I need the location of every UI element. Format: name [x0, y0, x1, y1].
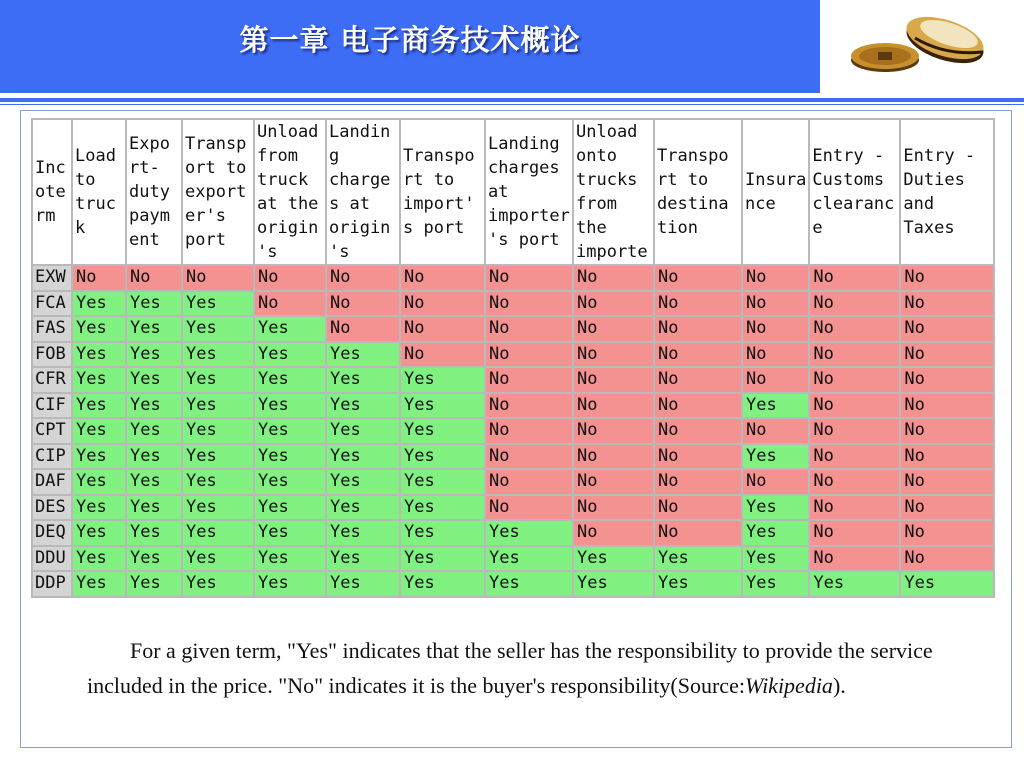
responsibility-cell: Yes: [183, 419, 253, 443]
responsibility-cell: No: [255, 266, 325, 290]
responsibility-cell: No: [901, 445, 993, 469]
responsibility-cell: No: [655, 317, 741, 341]
table-row: [33, 317, 993, 341]
responsibility-cell: No: [810, 496, 899, 520]
responsibility-cell: Yes: [327, 521, 399, 545]
responsibility-cell: Yes: [327, 496, 399, 520]
responsibility-cell: Yes: [327, 445, 399, 469]
responsibility-cell: No: [901, 521, 993, 545]
incoterm-cell: DEQ: [33, 521, 71, 545]
responsibility-cell: No: [810, 266, 899, 290]
responsibility-cell: No: [655, 292, 741, 316]
table-row: [33, 266, 993, 290]
responsibility-cell: No: [810, 368, 899, 392]
incoterm-cell: CPT: [33, 419, 71, 443]
column-header: Transp ort to export er's port: [183, 120, 253, 264]
footnote-end: ).: [832, 673, 846, 698]
column-header: Transpo rt to import' s port: [401, 120, 484, 264]
responsibility-cell: No: [901, 343, 993, 367]
responsibility-cell: Yes: [486, 521, 572, 545]
responsibility-cell: Yes: [127, 470, 181, 494]
table-row: [33, 496, 993, 520]
responsibility-cell: No: [574, 496, 653, 520]
responsibility-cell: No: [810, 317, 899, 341]
incoterm-cell: FAS: [33, 317, 71, 341]
responsibility-cell: Yes: [255, 419, 325, 443]
responsibility-cell: Yes: [810, 572, 899, 596]
responsibility-cell: No: [743, 317, 808, 341]
responsibility-cell: No: [810, 394, 899, 418]
responsibility-cell: No: [901, 368, 993, 392]
responsibility-cell: No: [901, 317, 993, 341]
responsibility-cell: Yes: [183, 470, 253, 494]
responsibility-cell: No: [655, 394, 741, 418]
responsibility-cell: No: [574, 343, 653, 367]
responsibility-cell: No: [401, 317, 484, 341]
responsibility-cell: No: [901, 419, 993, 443]
responsibility-cell: Yes: [255, 368, 325, 392]
responsibility-cell: No: [486, 317, 572, 341]
responsibility-cell: Yes: [73, 343, 125, 367]
responsibility-cell: Yes: [901, 572, 993, 596]
column-header: Unload onto trucks from the importe: [574, 120, 653, 264]
responsibility-cell: Yes: [255, 547, 325, 571]
responsibility-cell: Yes: [127, 394, 181, 418]
responsibility-cell: No: [901, 394, 993, 418]
incoterm-cell: FCA: [33, 292, 71, 316]
responsibility-cell: Yes: [255, 496, 325, 520]
table-row: [33, 470, 993, 494]
responsibility-cell: No: [574, 292, 653, 316]
responsibility-cell: No: [327, 317, 399, 341]
responsibility-cell: No: [401, 343, 484, 367]
responsibility-cell: Yes: [183, 317, 253, 341]
footnote: [87, 633, 967, 703]
responsibility-cell: Yes: [743, 445, 808, 469]
incoterm-table: [31, 118, 995, 598]
column-header: Landin g charge s at origin 's: [327, 120, 399, 264]
responsibility-cell: No: [810, 521, 899, 545]
responsibility-cell: No: [743, 292, 808, 316]
responsibility-cell: Yes: [127, 419, 181, 443]
responsibility-cell: Yes: [73, 445, 125, 469]
responsibility-cell: Yes: [401, 394, 484, 418]
responsibility-cell: Yes: [327, 547, 399, 571]
responsibility-cell: No: [655, 445, 741, 469]
responsibility-cell: No: [486, 496, 572, 520]
responsibility-cell: Yes: [73, 394, 125, 418]
responsibility-cell: No: [655, 343, 741, 367]
responsibility-cell: Yes: [183, 394, 253, 418]
incoterm-cell: FOB: [33, 343, 71, 367]
responsibility-cell: Yes: [255, 394, 325, 418]
responsibility-cell: No: [810, 292, 899, 316]
responsibility-cell: No: [655, 470, 741, 494]
responsibility-cell: Yes: [127, 343, 181, 367]
responsibility-cell: No: [255, 292, 325, 316]
responsibility-cell: No: [574, 445, 653, 469]
responsibility-cell: Yes: [401, 470, 484, 494]
column-header: Landing charges at importer 's port: [486, 120, 572, 264]
column-header: Inc ote rm: [33, 120, 71, 264]
responsibility-cell: Yes: [401, 419, 484, 443]
responsibility-cell: No: [486, 343, 572, 367]
responsibility-cell: No: [486, 368, 572, 392]
responsibility-cell: No: [574, 419, 653, 443]
responsibility-cell: Yes: [401, 445, 484, 469]
responsibility-cell: Yes: [73, 572, 125, 596]
table-body: [33, 266, 993, 596]
incoterm-cell: CIF: [33, 394, 71, 418]
responsibility-cell: No: [901, 496, 993, 520]
responsibility-cell: No: [655, 368, 741, 392]
responsibility-cell: Yes: [255, 317, 325, 341]
responsibility-cell: Yes: [743, 521, 808, 545]
table-row: [33, 572, 993, 596]
responsibility-cell: No: [901, 292, 993, 316]
header-rule: [0, 98, 1024, 102]
responsibility-cell: No: [574, 266, 653, 290]
responsibility-cell: Yes: [73, 317, 125, 341]
table-row: [33, 419, 993, 443]
responsibility-cell: No: [901, 470, 993, 494]
responsibility-cell: Yes: [327, 394, 399, 418]
responsibility-cell: No: [327, 266, 399, 290]
responsibility-cell: Yes: [183, 292, 253, 316]
responsibility-cell: No: [486, 292, 572, 316]
incoterm-cell: CIP: [33, 445, 71, 469]
responsibility-cell: No: [743, 266, 808, 290]
responsibility-cell: No: [401, 292, 484, 316]
table-row: [33, 547, 993, 571]
responsibility-cell: Yes: [327, 419, 399, 443]
responsibility-cell: Yes: [183, 572, 253, 596]
responsibility-cell: Yes: [255, 343, 325, 367]
responsibility-cell: Yes: [655, 547, 741, 571]
responsibility-cell: Yes: [401, 496, 484, 520]
responsibility-cell: Yes: [127, 572, 181, 596]
responsibility-cell: Yes: [327, 572, 399, 596]
responsibility-cell: No: [810, 445, 899, 469]
responsibility-cell: No: [901, 547, 993, 571]
responsibility-cell: Yes: [401, 368, 484, 392]
responsibility-cell: No: [401, 266, 484, 290]
responsibility-cell: No: [574, 521, 653, 545]
responsibility-cell: Yes: [183, 445, 253, 469]
responsibility-cell: No: [574, 368, 653, 392]
responsibility-cell: No: [655, 419, 741, 443]
incoterm-cell: DES: [33, 496, 71, 520]
responsibility-cell: No: [73, 266, 125, 290]
coins-logo-icon: [845, 8, 995, 80]
column-header: Unload from truck at the origin 's: [255, 120, 325, 264]
responsibility-cell: Yes: [655, 572, 741, 596]
responsibility-cell: No: [486, 470, 572, 494]
table-row: [33, 445, 993, 469]
responsibility-cell: No: [901, 266, 993, 290]
responsibility-cell: No: [810, 419, 899, 443]
responsibility-cell: Yes: [73, 496, 125, 520]
footnote-text: For a given term, "Yes" indicates that the seller has the responsibility to provide the service included in the price. "No" indicates it is the buyer's responsibility(Source:: [87, 638, 933, 698]
responsibility-cell: Yes: [255, 521, 325, 545]
slide-title: 第一章 电子商务技术概论: [239, 23, 581, 57]
responsibility-cell: Yes: [401, 547, 484, 571]
responsibility-cell: Yes: [73, 368, 125, 392]
column-header: Transpo rt to destina tion: [655, 120, 741, 264]
responsibility-cell: Yes: [183, 368, 253, 392]
responsibility-cell: No: [574, 470, 653, 494]
responsibility-cell: Yes: [127, 521, 181, 545]
table-row: [33, 521, 993, 545]
responsibility-cell: No: [486, 266, 572, 290]
responsibility-cell: Yes: [73, 419, 125, 443]
responsibility-cell: No: [655, 496, 741, 520]
responsibility-cell: Yes: [574, 547, 653, 571]
responsibility-cell: Yes: [255, 470, 325, 494]
responsibility-cell: No: [810, 470, 899, 494]
responsibility-cell: No: [127, 266, 181, 290]
source-name: Wikipedia: [744, 673, 833, 698]
responsibility-cell: Yes: [73, 521, 125, 545]
responsibility-cell: Yes: [183, 496, 253, 520]
responsibility-cell: No: [743, 343, 808, 367]
responsibility-cell: No: [743, 368, 808, 392]
column-header: Expo rt- duty paym ent: [127, 120, 181, 264]
responsibility-cell: No: [486, 394, 572, 418]
responsibility-cell: Yes: [183, 343, 253, 367]
table-row: [33, 292, 993, 316]
header-rule-thin: [0, 104, 1024, 105]
responsibility-cell: No: [810, 547, 899, 571]
responsibility-cell: No: [743, 419, 808, 443]
incoterm-cell: EXW: [33, 266, 71, 290]
responsibility-cell: Yes: [743, 394, 808, 418]
responsibility-cell: Yes: [401, 572, 484, 596]
responsibility-cell: Yes: [327, 470, 399, 494]
table-row: [33, 343, 993, 367]
responsibility-cell: No: [655, 521, 741, 545]
responsibility-cell: No: [486, 419, 572, 443]
column-header: Entry - Customs clearanc e: [810, 120, 899, 264]
responsibility-cell: Yes: [327, 368, 399, 392]
incoterm-cell: DDP: [33, 572, 71, 596]
responsibility-cell: Yes: [743, 547, 808, 571]
responsibility-cell: Yes: [743, 572, 808, 596]
responsibility-cell: No: [486, 445, 572, 469]
responsibility-cell: Yes: [127, 292, 181, 316]
responsibility-cell: Yes: [743, 496, 808, 520]
responsibility-cell: Yes: [127, 547, 181, 571]
responsibility-cell: No: [810, 343, 899, 367]
responsibility-cell: Yes: [73, 547, 125, 571]
table-header-row: [33, 120, 993, 264]
incoterm-cell: DAF: [33, 470, 71, 494]
table-row: [33, 394, 993, 418]
column-header: Entry - Duties and Taxes: [901, 120, 993, 264]
responsibility-cell: Yes: [255, 572, 325, 596]
table-row: [33, 368, 993, 392]
responsibility-cell: No: [183, 266, 253, 290]
responsibility-cell: Yes: [255, 445, 325, 469]
responsibility-cell: No: [655, 266, 741, 290]
responsibility-cell: Yes: [486, 547, 572, 571]
incoterm-cell: DDU: [33, 547, 71, 571]
column-header: Insura nce: [743, 120, 808, 264]
incoterm-cell: CFR: [33, 368, 71, 392]
responsibility-cell: No: [574, 317, 653, 341]
responsibility-cell: No: [574, 394, 653, 418]
responsibility-cell: Yes: [73, 292, 125, 316]
responsibility-cell: Yes: [127, 445, 181, 469]
responsibility-cell: Yes: [486, 572, 572, 596]
responsibility-cell: No: [743, 470, 808, 494]
responsibility-cell: Yes: [73, 470, 125, 494]
responsibility-cell: No: [327, 292, 399, 316]
content-frame: [20, 110, 1012, 748]
responsibility-cell: Yes: [127, 317, 181, 341]
column-header: Load to truc k: [73, 120, 125, 264]
responsibility-cell: Yes: [574, 572, 653, 596]
responsibility-cell: Yes: [127, 368, 181, 392]
responsibility-cell: Yes: [127, 496, 181, 520]
responsibility-cell: Yes: [401, 521, 484, 545]
responsibility-cell: Yes: [183, 521, 253, 545]
responsibility-cell: Yes: [183, 547, 253, 571]
responsibility-cell: Yes: [327, 343, 399, 367]
